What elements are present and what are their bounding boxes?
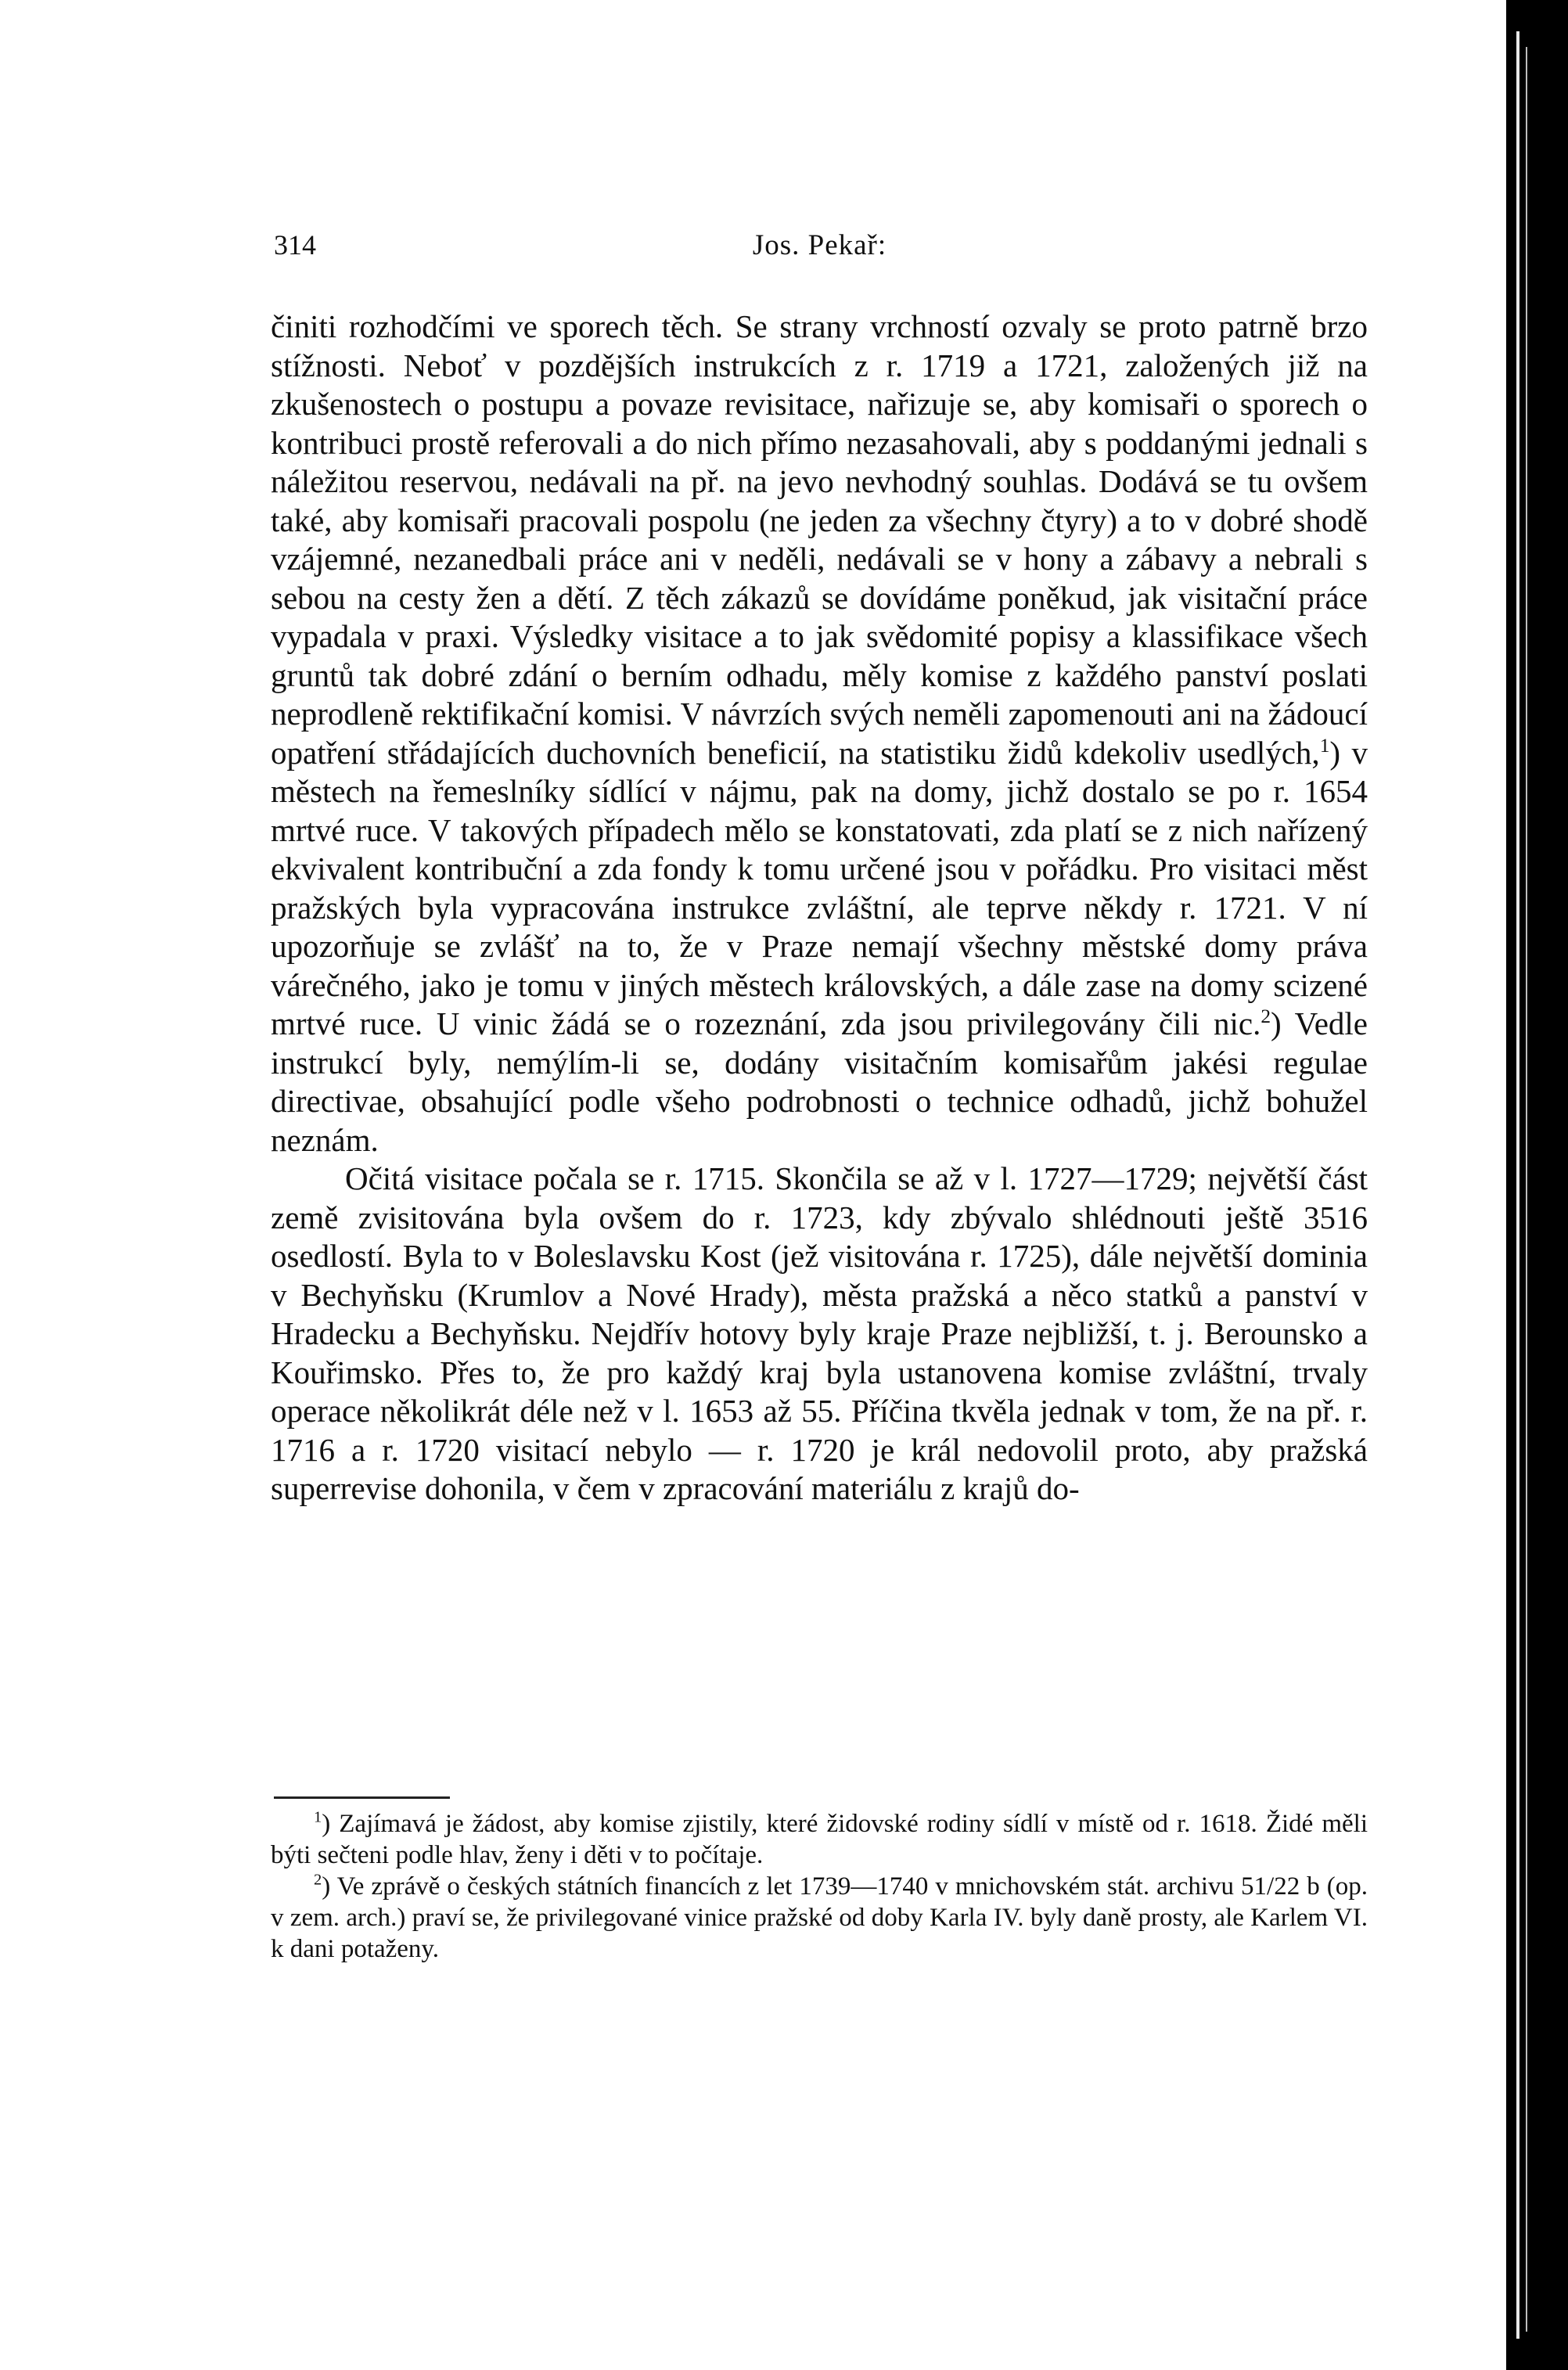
footnote-2: $^2$) Ve zprávě o českých státních financích z let 1739—1740 v mnichovském stát. archivu 51/22 b (op. v zem. arch.) praví se, že privilegované vinice pražské od doby Karla IV. byly daně prosty, ale Karlem VI. k dani potaženy. — [271, 1871, 1368, 1963]
body-text — [271, 307, 1368, 1509]
footnote-ref-1: 1 — [1319, 734, 1330, 757]
footnote-divider — [274, 1796, 450, 1799]
scan-edge-line-inner — [1526, 47, 1527, 2332]
footnote-1-text: Zajímavá je žádost, aby komise zjistily, které židovské rodiny sídlí v místě od r. 1618. Židé měli býti sečteni podle hlav, ženy i děti v to počítaje. — [271, 1810, 1368, 1869]
scan-border — [1506, 0, 1568, 2370]
paragraph-2: Očitá visitace počala se r. 1715. Skončila se až v l. 1727—1729; největší část země zvisitována byla ovšem do r. 1723, kdy zbývalo shlédnouti ještě 3516 osedlostí. Byla to v Boleslavsku Kost (jež visitována r. 1725), dále největší dominia v Bechyňsku (Krumlov a Nové Hrady), města pražská a něco statků a panství v Hradecku a Bechyňsku. Nejdřív hotovy byly kraje Praze nejbližší, t. j. Berounsko a Kouřimsko. Přes to, že pro každý kraj byla ustanovena komise zvláštní, trvaly operace několikrát déle než v l. 1653 až 55. Příčina tkvěla jednak v tom, že na př. r. 1716 a r. 1720 visitací nebylo — r. 1720 je král nedovolil proto, aby pražská superrevise dohonila, v čem v zpracování materiálu z krajů do- — [271, 1160, 1368, 1506]
footnotes — [271, 1808, 1368, 1965]
footnote-2-text: Ve zprávě o českých státních financích z let 1739—1740 v mnichovském stát. archivu 51/22 b (op. v zem. arch.) praví se, že privilegované vinice pražské od doby Karla IV. byly daně prosty, ale Karlem VI. k dani potaženy. — [271, 1872, 1368, 1963]
page-header — [274, 228, 1365, 275]
paragraph-1: činiti rozhodčími ve sporech těch. Se strany vrchností ozvaly se proto patrně brzo stížnosti. Neboť v pozdějších instrukcích z r. 1719 a 1721, založených již na zkušenostech o postupu a povaze revisitace, nařizuje se, aby komisaři o sporech o kontribuci prostě referovali a do nich přímo nezasahovali, aby s poddanými jednali s náležitou reservou, nedávali na př. na jevo nevhodný souhlas. Dodává se tu ovšem také, aby komisaři pracovali pospolu (ne jeden za všechny čtyry) a to v dobré shodě vzájemné, nezanedbali práce ani v neděli, nedávali se v hony a zábavy a nebrali s sebou na cesty žen a dětí. Z těch zákazů se dovídáme poněkud, jak visitační práce vypadala v praxi. Výsledky visitace a to jak svědomité popisy a klassifikace všech gruntů tak dobré zdání o berním odhadu, měly komise z každého panství poslati neprodleně rektifikační komisi. V návrzích svých neměli zapomenouti ani na žádoucí opatření střádajících duchovních beneficií, na statistiku židů kdekoliv usedlých,$^1$) v městech na řemeslníky sídlící v nájmu, pak na domy, jichž dostalo se po r. 1654 mrtvé ruce. V takových případech mělo se konstatovati, zda platí se z nich nařízený ekvivalent kontribuční a zda fondy k tomu určené jsou v pořádku. Pro visitaci měst pražských byla vypracována instrukce zvláštní, ale teprve někdy r. 1721. V ní upozorňuje se zvlášť na to, že v Praze nemají všechny městské domy práva várečného, jako je tomu v jiných městech královských, a dále zase na domy scizené mrtvé ruce. U vinic žádá se o rozeznání, zda jsou privilegovány čili nic.$^2$) Vedle instrukcí byly, nemýlím-li se, dodány visitačním komisařům jakési regulae directivae, obsahující podle všeho podrobnosti o technice odhadů, jichž bohužel neznám. — [271, 308, 1368, 1158]
footnote-marker-2: 2 — [314, 1871, 322, 1889]
footnote-marker-1: 1 — [314, 1808, 322, 1826]
scan-edge-line — [1516, 31, 1519, 2339]
paragraph-1-part-2: v městech na řemeslníky sídlící v nájmu, pak na domy, jichž dostalo se po r. 1654 mrtvé ruce. V takových případech mělo se konstatovati, zda platí se z nich nařízený ekvivalent kontribuční a zda fondy k tomu určené jsou v pořádku. Pro visitaci měst pražských byla vypracována instrukce zvláštní, ale teprve někdy r. 1721. V ní upozorňuje se zvlášť na to, že v Praze nemají všechny městské domy práva várečného, jako je tomu v jiných městech královských, a dále zase na domy scizené mrtvé ruce. U vinic žádá se o rozeznání, zda jsou privilegovány čili nic. — [271, 734, 1368, 1041]
paragraph-1-part-1: činiti rozhodčími ve sporech těch. Se strany vrchností ozvaly se proto patrně brzo stížnosti. Neboť v pozdějších instrukcích z r. 1719 a 1721, založených již na zkušenostech o postupu a povaze revisitace, nařizuje se, aby komisaři o sporech o kontribuci prostě referovali a do nich přímo nezasahovali, aby s poddanými jednali s náležitou reservou, nedávali na př. na jevo nevhodný souhlas. Dodává se tu ovšem také, aby komisaři pracovali pospolu (ne jeden za všechny čtyry) a to v dobré shodě vzájemné, nezanedbali práce ani v neděli, nedávali se v hony a zábavy a nebrali s sebou na cesty žen a dětí. Z těch zákazů se dovídáme poněkud, jak visitační práce vypadala v praxi. Výsledky visitace a to jak svědomité popisy a klassifikace všech gruntů tak dobré zdání o berním odhadu, měly komise z každého panství poslati neprodleně rektifikační komisi. V návrzích svých neměli zapomenouti ani na žádoucí opatření střádajících duchovních beneficií, na statistiku židů kdekoliv usedlých, — [271, 308, 1368, 771]
footnote-ref-2: 2 — [1261, 1005, 1271, 1027]
footnote-1: $^1$) Zajímavá je žádost, aby komise zjistily, které židovské rodiny sídlí v místě od r. 1618. Židé měli býti sečteni podle hlav, ženy i děti v to počítaje. — [271, 1808, 1368, 1869]
paragraph-1-part-3: Vedle instrukcí byly, nemýlím-li se, dodány visitačním komisařům jakési regulae directivae, obsahující podle všeho podrobnosti o technice odhadů, jichž bohužel neznám. — [271, 1005, 1368, 1158]
page-number: 314 — [274, 229, 316, 261]
running-head: Jos. Pekař: — [752, 229, 887, 261]
